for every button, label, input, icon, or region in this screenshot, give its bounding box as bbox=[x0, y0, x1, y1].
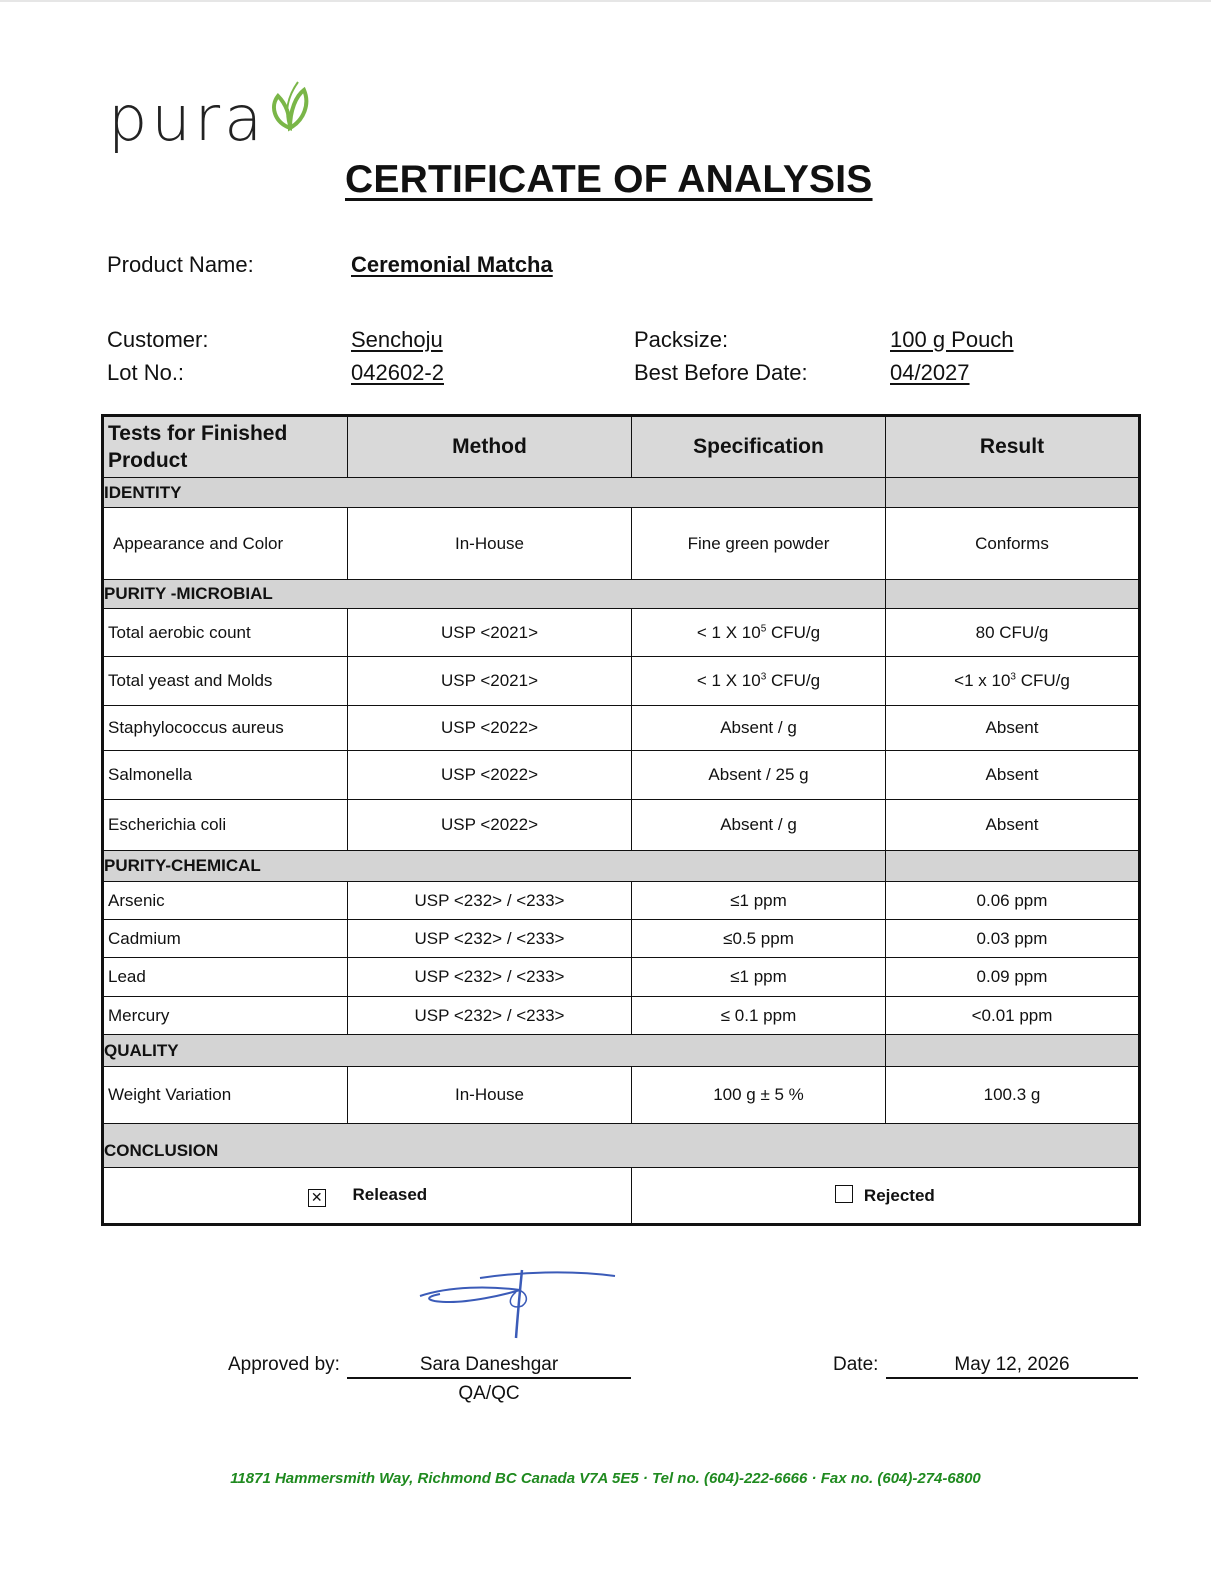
result: 0.09 ppm bbox=[886, 958, 1140, 997]
section-label: IDENTITY bbox=[103, 478, 886, 508]
specification: ≤1 ppm bbox=[632, 958, 886, 997]
top-border bbox=[0, 0, 1211, 2]
specification: ≤1 ppm bbox=[632, 882, 886, 920]
section-label: PURITY -MICROBIAL bbox=[103, 580, 886, 609]
method: USP <2021> bbox=[348, 657, 632, 706]
result: 80 CFU/g bbox=[886, 609, 1140, 657]
result: Absent bbox=[886, 706, 1140, 751]
test-name: Appearance and Color bbox=[103, 508, 348, 580]
conclusion-row bbox=[103, 1168, 1140, 1225]
specification: ≤ 0.1 ppm bbox=[632, 997, 886, 1035]
specification: 100 g ± 5 % bbox=[632, 1067, 886, 1124]
specification: Fine green powder bbox=[632, 508, 886, 580]
checked-box-icon[interactable]: ✕ bbox=[308, 1189, 326, 1207]
section-chemical bbox=[103, 851, 1140, 882]
method: USP <2022> bbox=[348, 751, 632, 800]
leaf-icon bbox=[268, 72, 312, 132]
table-row bbox=[103, 609, 1140, 657]
logo-text: pura bbox=[108, 82, 267, 155]
table-row bbox=[103, 958, 1140, 997]
approved-by-label: Approved by: bbox=[228, 1354, 340, 1375]
specification: Absent / g bbox=[632, 800, 886, 851]
table-row bbox=[103, 1067, 1140, 1124]
lot-label: Lot No.: bbox=[107, 360, 185, 385]
specification: < 1 X $10^5$ CFU/g bbox=[632, 609, 886, 657]
test-name: Total aerobic count bbox=[103, 609, 348, 657]
method: USP <232> / <233> bbox=[348, 997, 632, 1035]
footer-address: 11871 Hammersmith Way, Richmond BC Canada V7A 5E5 · Tel no. (604)-222-6666 · Fax no. (604)-274-6800 bbox=[230, 1470, 981, 1487]
header-result: Result bbox=[886, 416, 1140, 478]
method: USP <232> / <233> bbox=[348, 920, 632, 958]
method: USP <2022> bbox=[348, 800, 632, 851]
date-value: May 12, 2026 bbox=[954, 1354, 1070, 1375]
table-row bbox=[103, 751, 1140, 800]
section-conclusion bbox=[103, 1124, 1140, 1168]
date-label: Date: bbox=[833, 1354, 879, 1375]
section-label: CONCLUSION bbox=[103, 1124, 1140, 1168]
unchecked-box-icon[interactable] bbox=[835, 1185, 853, 1203]
best-before-label: Best Before Date: bbox=[634, 360, 808, 385]
result: <0.01 ppm bbox=[886, 997, 1140, 1035]
header-test: Tests for Finished Product bbox=[103, 416, 348, 478]
table-header-row bbox=[103, 416, 1140, 478]
test-name: Escherichia coli bbox=[103, 800, 348, 851]
header-specification: Specification bbox=[632, 416, 886, 478]
test-name: Arsenic bbox=[103, 882, 348, 920]
table-row bbox=[103, 920, 1140, 958]
method: USP <232> / <233> bbox=[348, 958, 632, 997]
table-row bbox=[103, 508, 1140, 580]
method: In-House bbox=[348, 1067, 632, 1124]
method: USP <232> / <233> bbox=[348, 882, 632, 920]
rejected-option[interactable] bbox=[632, 1168, 1140, 1225]
packsize-label: Packsize: bbox=[634, 327, 729, 352]
specification: Absent / 25 g bbox=[632, 751, 886, 800]
result: 100.3 g bbox=[886, 1067, 1140, 1124]
analysis-table bbox=[101, 414, 1141, 1226]
table-row bbox=[103, 997, 1140, 1035]
result: Absent bbox=[886, 751, 1140, 800]
result: Absent bbox=[886, 800, 1140, 851]
product-name-value: Ceremonial Matcha bbox=[351, 252, 553, 277]
section-identity bbox=[103, 478, 1140, 508]
table-row bbox=[103, 800, 1140, 851]
test-name: Cadmium bbox=[103, 920, 348, 958]
customer-label: Customer: bbox=[107, 327, 209, 352]
specification: < 1 X $10^3$ CFU/g bbox=[632, 657, 886, 706]
method: USP <2021> bbox=[348, 609, 632, 657]
table-row bbox=[103, 706, 1140, 751]
specification: ≤0.5 ppm bbox=[632, 920, 886, 958]
packsize-value: 100 g Pouch bbox=[890, 327, 1014, 352]
section-quality bbox=[103, 1035, 1140, 1067]
approver-role: QA/QC bbox=[458, 1383, 520, 1404]
test-name: Total yeast and Molds bbox=[103, 657, 348, 706]
released-label: Released bbox=[352, 1184, 428, 1204]
result: Conforms bbox=[886, 508, 1140, 580]
result: <1 x $10^3$ CFU/g bbox=[886, 657, 1140, 706]
result: 0.03 ppm bbox=[886, 920, 1140, 958]
test-name: Weight Variation bbox=[103, 1067, 348, 1124]
section-microbial bbox=[103, 580, 1140, 609]
result: 0.06 ppm bbox=[886, 882, 1140, 920]
rejected-label: Rejected bbox=[863, 1186, 935, 1205]
product-name-label: Product Name: bbox=[107, 252, 254, 277]
approver-name: Sara Daneshgar bbox=[419, 1354, 559, 1375]
test-name: Mercury bbox=[103, 997, 348, 1035]
signature bbox=[410, 1250, 630, 1350]
section-label: PURITY-CHEMICAL bbox=[103, 851, 886, 882]
document-title: CERTIFICATE OF ANALYSIS bbox=[345, 158, 873, 201]
header-method: Method bbox=[348, 416, 632, 478]
test-name: Staphylococcus aureus bbox=[103, 706, 348, 751]
signature-line bbox=[347, 1377, 631, 1379]
table-row bbox=[103, 657, 1140, 706]
table-row bbox=[103, 882, 1140, 920]
section-label: QUALITY bbox=[103, 1035, 886, 1067]
test-name: Lead bbox=[103, 958, 348, 997]
method: In-House bbox=[348, 508, 632, 580]
best-before-value: 04/2027 bbox=[890, 360, 970, 385]
lot-value: 042602-2 bbox=[351, 360, 444, 385]
company-logo bbox=[108, 70, 312, 155]
test-name: Salmonella bbox=[103, 751, 348, 800]
released-option[interactable] bbox=[103, 1168, 632, 1225]
date-line bbox=[886, 1377, 1138, 1379]
method: USP <2022> bbox=[348, 706, 632, 751]
customer-value: Senchoju bbox=[351, 327, 443, 352]
specification: Absent / g bbox=[632, 706, 886, 751]
